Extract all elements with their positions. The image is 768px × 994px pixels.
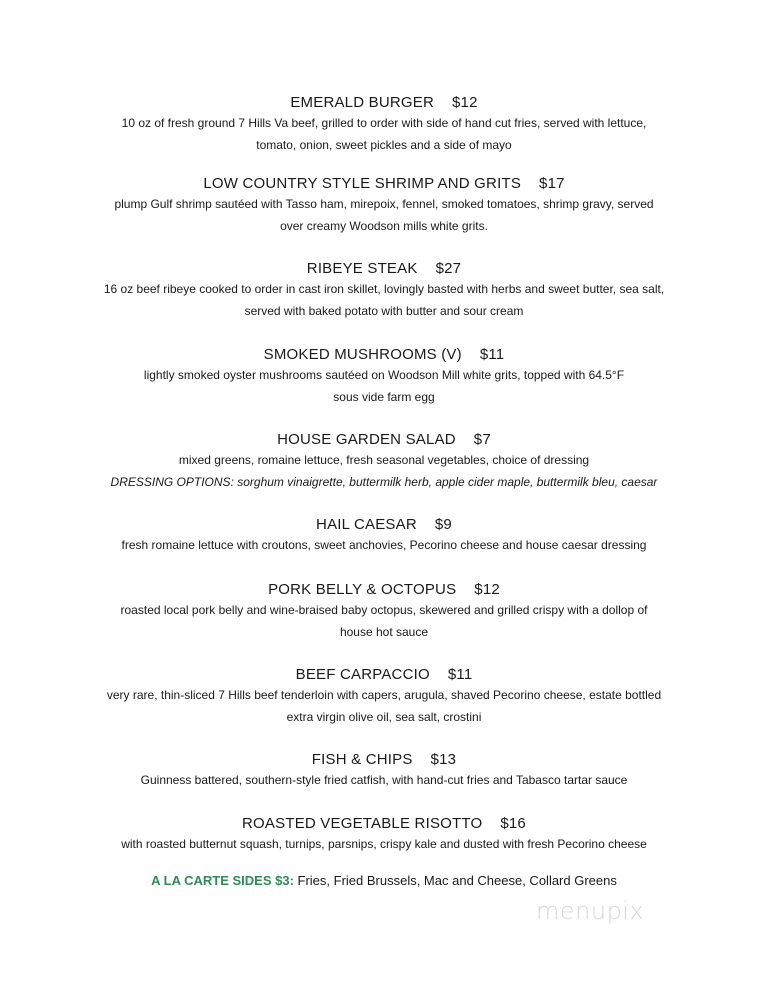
item-price: $11 (479, 346, 505, 363)
item-name: BEEF CARPACCIO (295, 666, 430, 683)
dressing-options-line: DRESSING OPTIONS: sorghum vinaigrette, buttermilk herb, apple cider maple, buttermilk bleu, caesar (110, 474, 658, 489)
item-name: ROASTED VEGETABLE RISOTTO (242, 815, 483, 832)
description-line: lightly smoked oyster mushrooms sautéed on Woodson Mill white grits, topped with 64.5°F (143, 368, 625, 382)
item-description (0, 113, 768, 156)
description-line: tomato, onion, sweet pickles and a side of mayo (256, 137, 512, 152)
item-name: LOW COUNTRY STYLE SHRIMP AND GRITS (203, 175, 522, 192)
item-name: RIBEYE STEAK (306, 260, 418, 277)
description-line: 10 oz of fresh ground 7 Hills Va beef, grilled to order with side of hand cut fries, served with lettuce, (121, 116, 647, 130)
menu-item (0, 345, 768, 408)
menu-item (0, 814, 768, 856)
item-name: FISH & CHIPS (311, 751, 413, 768)
item-name: SMOKED MUSHROOMS (V) (263, 346, 462, 363)
menu-item (0, 259, 768, 322)
description-line: served with baked potato with butter and sour cream (244, 303, 524, 318)
item-description (0, 600, 768, 643)
item-description (0, 365, 768, 408)
item-description (0, 685, 768, 728)
description-line: sous vide farm egg (333, 389, 435, 404)
a-la-carte-sides (0, 871, 768, 891)
item-price: $11 (447, 666, 473, 683)
description-line: very rare, thin-sliced 7 Hills beef tenderloin with capers, arugula, shaved Pecorino cheese, estate bottled (106, 688, 662, 702)
description-line: house hot sauce (339, 624, 429, 639)
description-line: extra virgin olive oil, sea salt, crostini (286, 709, 482, 724)
item-title (0, 814, 768, 834)
description-line: plump Gulf shrimp sautéed with Tasso ham, mirepoix, fennel, smoked tomatoes, shrimp gravy, served (114, 197, 654, 211)
menu-item (0, 430, 768, 493)
item-description (0, 535, 768, 557)
item-title (0, 515, 768, 535)
item-title (0, 580, 768, 600)
description-line: roasted local pork belly and wine-braised baby octopus, skewered and grilled crispy with a dollop of (120, 603, 648, 617)
item-description (0, 834, 768, 856)
sides-list: Fries, Fried Brussels, Mac and Cheese, Collard Greens (293, 873, 617, 888)
item-price: $27 (435, 260, 462, 277)
menu-item (0, 515, 768, 557)
item-name: HOUSE GARDEN SALAD (277, 431, 456, 448)
item-title (0, 345, 768, 365)
item-title (0, 750, 768, 770)
item-price: $16 (500, 815, 526, 832)
item-price: $13 (430, 751, 457, 768)
item-name: HAIL CAESAR (316, 516, 417, 533)
description-line: fresh romaine lettuce with croutons, sweet anchovies, Pecorino cheese and house caesar dressing (121, 538, 647, 552)
menu-item (0, 174, 768, 237)
item-name: PORK BELLY & OCTOPUS (268, 581, 457, 598)
item-description (0, 194, 768, 237)
item-title (0, 665, 768, 685)
item-title (0, 174, 768, 194)
item-title (0, 93, 768, 113)
menu-item (0, 665, 768, 728)
menupix-watermark: menupix (536, 897, 645, 925)
item-price: $12 (474, 581, 500, 598)
menu-item (0, 93, 768, 156)
sides-label: A LA CARTE SIDES $3: (151, 873, 294, 888)
menu-item (0, 580, 768, 643)
item-name: EMERALD BURGER (290, 94, 435, 111)
description-line: Guinness battered, southern-style fried catfish, with hand-cut fries and Tabasco tartar sauce (140, 773, 628, 787)
description-line: with roasted butternut squash, turnips, parsnips, crispy kale and dusted with fresh Pecorino cheese (121, 837, 647, 851)
item-description (0, 279, 768, 322)
item-price: $12 (452, 94, 478, 111)
item-title (0, 430, 768, 450)
item-description (0, 450, 768, 493)
item-price: $17 (539, 175, 565, 192)
description-line: 16 oz beef ribeye cooked to order in cast iron skillet, lovingly basted with herbs and sweet butter, sea salt, (103, 282, 665, 296)
item-title (0, 259, 768, 279)
item-description (0, 770, 768, 792)
description-line: over creamy Woodson mills white grits. (280, 218, 488, 233)
description-line: mixed greens, romaine lettuce, fresh seasonal vegetables, choice of dressing (178, 453, 590, 467)
menu-item (0, 750, 768, 792)
item-price: $9 (434, 516, 452, 533)
item-price: $7 (473, 431, 491, 448)
